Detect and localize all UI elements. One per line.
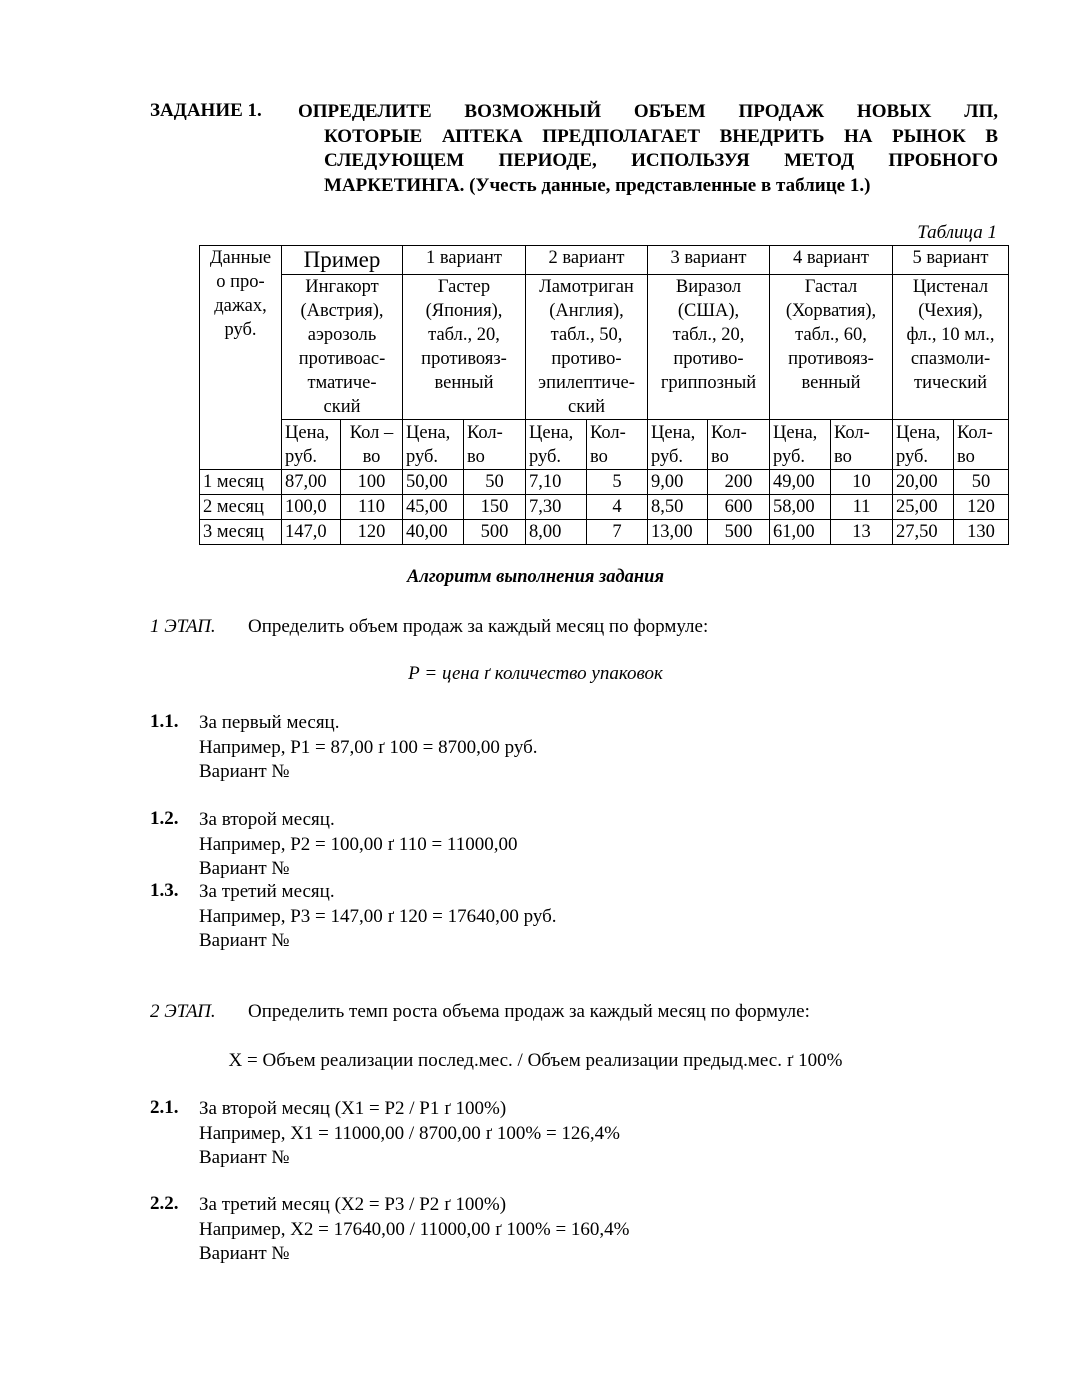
- subheader-line: во: [957, 447, 975, 467]
- quantity-subheader: [954, 420, 1009, 470]
- product-description-line: Гастер: [437, 277, 491, 297]
- table-caption: Таблица 1: [917, 222, 997, 243]
- product-description-line: (Япония),: [425, 301, 503, 321]
- row-header-line: дажах,: [214, 296, 267, 316]
- task-heading-line-1b: ОПРЕДЕЛИТЕ ВОЗМОЖНЫЙ ОБЪЕМ ПРОДАЖ НОВЫХ ЛП,: [298, 101, 998, 122]
- product-description-line: ский: [323, 397, 361, 417]
- price-cell: 8,00: [526, 520, 587, 545]
- subheader-line: Цена,: [285, 423, 330, 443]
- subheader-line: Цена,: [896, 423, 941, 443]
- product-description-line: тический: [914, 373, 987, 393]
- quantity-cell: 11: [831, 495, 893, 520]
- step-line: Например, Р2 = 100,00 ґ 110 = 11000,00: [199, 833, 518, 855]
- product-description-line: табл., 60,: [795, 325, 867, 345]
- step-number: 1.3.: [150, 880, 179, 901]
- quantity-cell: 500: [708, 520, 770, 545]
- product-description-line: ский: [568, 397, 605, 417]
- subheader-line: руб.: [406, 447, 439, 467]
- variant-answer-line: Вариант №: [199, 930, 290, 951]
- product-row: [200, 275, 1009, 420]
- task-heading-line-4: МАРКЕТИНГА. (Учесть данные, представленные в таблице 1.): [324, 174, 871, 196]
- step-line: Например, Р3 = 147,00 ґ 120 = 17640,00 руб.: [199, 905, 557, 927]
- price-cell: 8,50: [648, 495, 708, 520]
- product-description-line: фл., 10 мл.,: [906, 325, 995, 345]
- quantity-cell: 7: [587, 520, 648, 545]
- price-cell: 87,00: [282, 470, 341, 495]
- price-cell: 25,00: [893, 495, 954, 520]
- quantity-cell: 120: [954, 495, 1009, 520]
- price-subheader: [648, 420, 708, 470]
- product-description-line: противояз-: [788, 349, 874, 369]
- price-cell: 27,50: [893, 520, 954, 545]
- subheader-line: во: [711, 447, 729, 467]
- product-description-line: (Чехия),: [918, 301, 983, 321]
- step-line: За третий месяц.: [199, 881, 335, 902]
- quantity-cell: 200: [708, 470, 770, 495]
- step-number: 1.1.: [150, 711, 179, 732]
- stage-2-text: Определить темп роста объема продаж за каждый месяц по формуле:: [248, 1001, 810, 1022]
- quantity-subheader: [341, 420, 403, 470]
- price-cell: 50,00: [403, 470, 464, 495]
- price-cell: 7,10: [526, 470, 587, 495]
- subheader-line: руб.: [773, 447, 806, 467]
- step-line: Например, Р1 = 87,00 ґ 100 = 8700,00 руб.: [199, 736, 538, 758]
- step-content: [199, 880, 557, 954]
- product-description-line: Виразол: [675, 277, 742, 297]
- variant-answer-line: Вариант №: [199, 1147, 290, 1168]
- price-subheader: [893, 420, 954, 470]
- price-cell: 49,00: [770, 470, 831, 495]
- subheader-line: руб.: [651, 447, 684, 467]
- price-cell: 13,00: [648, 520, 708, 545]
- task-label: ЗАДАНИЕ 1.: [150, 100, 262, 121]
- step-line: Например, Х1 = 11000,00 / 8700,00 ґ 100% = 126,4%: [199, 1122, 620, 1144]
- step-line: За второй месяц.: [199, 809, 335, 830]
- product-description-line: табл., 20,: [428, 325, 500, 345]
- step-content: [199, 1193, 630, 1267]
- product-description-line: Ламотриган: [539, 277, 634, 297]
- quantity-cell: 10: [831, 470, 893, 495]
- price-subheader: [403, 420, 464, 470]
- step-line: За третий месяц (Х2 = Р3 / Р2 ґ 100%): [199, 1194, 507, 1215]
- sales-data-table: [199, 245, 1009, 545]
- algorithm-title: Алгоритм выполнения задания: [407, 567, 664, 587]
- step-number: 2.2.: [150, 1193, 179, 1214]
- stage-1-label: 1 ЭТАП.: [150, 616, 216, 637]
- variant-answer-line: Вариант №: [199, 761, 290, 782]
- product-description-line: табл., 50,: [550, 325, 623, 345]
- product-description-line: венный: [434, 373, 494, 393]
- row-header-line: руб.: [224, 320, 257, 340]
- product-description-line: (США),: [677, 301, 740, 321]
- variant-header-4: 4 вариант: [770, 246, 893, 275]
- subheader-line: во: [834, 447, 852, 467]
- task-heading-block: [298, 100, 998, 125]
- variant-answer-line: Вариант №: [199, 858, 290, 879]
- step-content: [199, 1097, 620, 1171]
- variant-header-1: 1 вариант: [403, 246, 526, 275]
- product-description-line: (Англия),: [549, 301, 624, 321]
- product-description-line: (Хорватия),: [785, 301, 877, 321]
- quantity-cell: 50: [954, 470, 1009, 495]
- step-number: 1.2.: [150, 808, 179, 829]
- product-description-line: противоас-: [298, 349, 386, 369]
- row-header-line: Данные: [209, 248, 272, 268]
- subheader-line: Цена,: [529, 423, 574, 443]
- subheader-line: руб.: [285, 447, 318, 467]
- quantity-cell: 150: [464, 495, 526, 520]
- table-row: [200, 520, 1009, 545]
- row-header-line: о про-: [216, 272, 265, 292]
- quantity-cell: 130: [954, 520, 1009, 545]
- product-description-cell: [526, 275, 648, 420]
- stage-2-formula: Х = Объем реализации послед.мес. / Объем реализации предыд.мес. ґ 100%: [228, 1050, 843, 1071]
- product-description-cell: [770, 275, 893, 420]
- task-heading-rest: [324, 125, 998, 199]
- price-subheader: [770, 420, 831, 470]
- step-line: За первый месяц.: [199, 712, 340, 733]
- subheader-line: руб.: [529, 447, 562, 467]
- subheader-line: Кол –: [349, 423, 394, 443]
- table-row: [200, 495, 1009, 520]
- product-description-line: противо-: [673, 349, 744, 369]
- subheader-line: во: [590, 447, 608, 467]
- price-cell: 7,30: [526, 495, 587, 520]
- price-cell: 58,00: [770, 495, 831, 520]
- month-label: 3 месяц: [200, 520, 282, 545]
- quantity-subheader: [708, 420, 770, 470]
- subheader-row: [200, 420, 1009, 470]
- quantity-cell: 500: [464, 520, 526, 545]
- quantity-cell: 600: [708, 495, 770, 520]
- step-line: Например, Х2 = 17640,00 / 11000,00 ґ 100% = 160,4%: [199, 1218, 630, 1240]
- quantity-subheader: [587, 420, 648, 470]
- price-cell: 9,00: [648, 470, 708, 495]
- product-description-line: тматиче-: [307, 373, 377, 393]
- variant-header-3: 3 вариант: [648, 246, 770, 275]
- quantity-cell: 4: [587, 495, 648, 520]
- price-cell: 40,00: [403, 520, 464, 545]
- table-header-row: [200, 246, 1009, 275]
- product-description-line: противо-: [551, 349, 622, 369]
- step-number: 2.1.: [150, 1097, 179, 1118]
- product-description-cell: [648, 275, 770, 420]
- price-cell: 100,0: [282, 495, 341, 520]
- stage-1-formula: Р = цена ґ количество упаковок: [408, 663, 663, 684]
- subheader-line: руб.: [896, 447, 929, 467]
- product-description-line: (Австрия),: [300, 301, 384, 321]
- product-description-line: Гастал: [804, 277, 858, 297]
- quantity-cell: 100: [341, 470, 403, 495]
- variant-answer-line: Вариант №: [199, 1243, 290, 1264]
- quantity-cell: 13: [831, 520, 893, 545]
- price-cell: 61,00: [770, 520, 831, 545]
- product-description-line: противояз-: [421, 349, 507, 369]
- subheader-line: Кол-: [467, 423, 503, 443]
- product-description-line: эпилептиче-: [538, 373, 635, 393]
- subheader-line: Цена,: [406, 423, 451, 443]
- quantity-cell: 110: [341, 495, 403, 520]
- quantity-subheader: [464, 420, 526, 470]
- stage-2-label: 2 ЭТАП.: [150, 1001, 216, 1022]
- product-description-cell: [403, 275, 526, 420]
- price-cell: 20,00: [893, 470, 954, 495]
- row-header-cell: [200, 246, 282, 470]
- quantity-cell: 5: [587, 470, 648, 495]
- product-description-line: табл., 20,: [672, 325, 745, 345]
- step-content: [199, 711, 538, 785]
- subheader-line: Цена,: [651, 423, 696, 443]
- product-description-line: Цистенал: [912, 277, 989, 297]
- step-content: [199, 808, 517, 882]
- subheader-line: во: [467, 447, 485, 467]
- quantity-cell: 50: [464, 470, 526, 495]
- price-cell: 45,00: [403, 495, 464, 520]
- product-description-cell: [893, 275, 1009, 420]
- product-description-line: венный: [801, 373, 861, 393]
- price-subheader: [282, 420, 341, 470]
- product-description-cell: [282, 275, 403, 420]
- task-heading-line-2: КОТОРЫЕ АПТЕКА ПРЕДПОЛАГАЕТ ВНЕДРИТЬ НА РЫНОК В: [324, 125, 998, 147]
- price-cell: 147,0: [282, 520, 341, 545]
- quantity-cell: 120: [341, 520, 403, 545]
- product-description-line: аэрозоль: [307, 325, 377, 345]
- price-subheader: [526, 420, 587, 470]
- variant-header-2: 2 вариант: [526, 246, 648, 275]
- stage-1-text: Определить объем продаж за каждый месяц по формуле:: [248, 616, 709, 637]
- month-label: 1 месяц: [200, 470, 282, 495]
- variant-header-example: Пример: [282, 246, 403, 275]
- subheader-line: Кол-: [834, 423, 870, 443]
- step-line: За второй месяц (Х1 = Р2 / Р1 ґ 100%): [199, 1098, 507, 1119]
- product-description-line: спазмоли-: [910, 349, 991, 369]
- subheader-line: Кол-: [590, 423, 626, 443]
- table-row: [200, 470, 1009, 495]
- product-description-line: гриппозный: [660, 373, 757, 393]
- product-description-line: Ингакорт: [305, 277, 379, 297]
- month-label: 2 месяц: [200, 495, 282, 520]
- quantity-subheader: [831, 420, 893, 470]
- subheader-line: во: [362, 447, 381, 467]
- subheader-line: Кол-: [711, 423, 747, 443]
- subheader-line: Цена,: [773, 423, 818, 443]
- subheader-line: Кол-: [957, 423, 993, 443]
- task-heading-line-3: СЛЕДУЮЩЕМ ПЕРИОДЕ, ИСПОЛЬЗУЯ МЕТОД ПРОБНОГО: [324, 150, 998, 171]
- variant-header-5: 5 вариант: [893, 246, 1009, 275]
